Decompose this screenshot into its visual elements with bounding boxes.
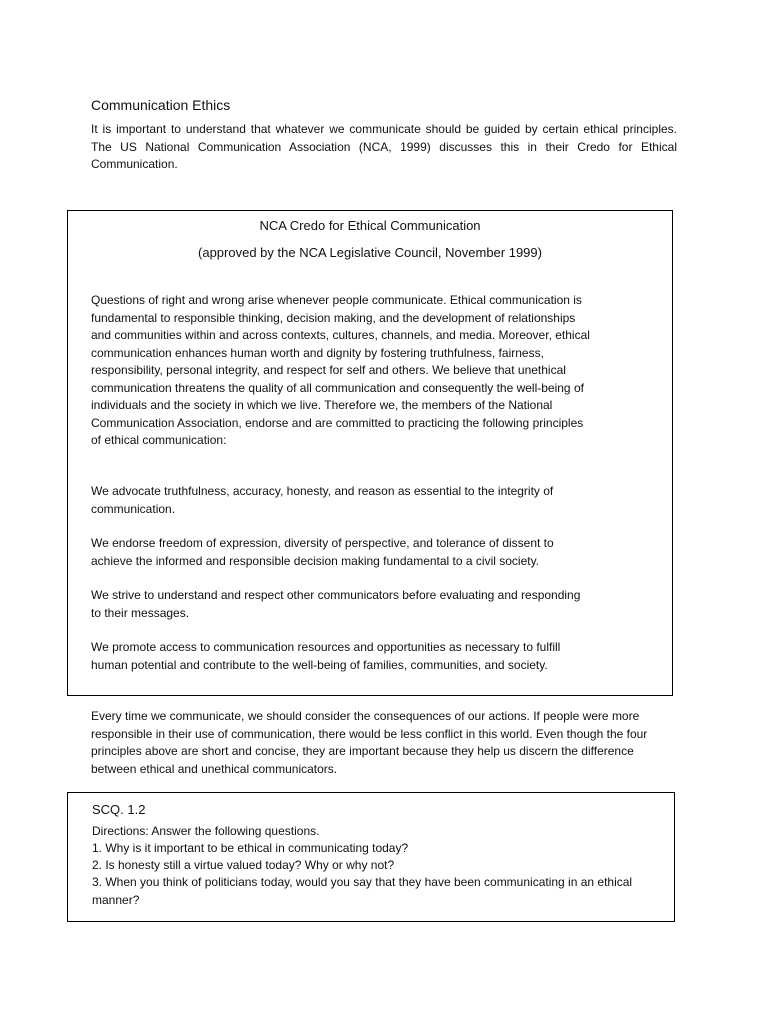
scq-question: 1. Why is it important to be ethical in communicating today? [92, 841, 409, 855]
scq-question: 3. When you think of politicians today, would you say that they have been communicating in an ethical manner? [92, 875, 633, 907]
intro-paragraph: It is important to understand that whatever we communicate should be guided by certain ethical principles. The US National Communication Association (NCA, 1999) discusses this in their Credo for Ethical Communication. [91, 122, 677, 171]
after-paragraph: Every time we communicate, we should consider the consequences of our actions. If people were more responsible in their use of communication, there would be less conflict in this world. Even though the four principles above are short and concise, they are important because they help us discern the difference between ethical and unethical communicators. [91, 709, 648, 776]
scq-title: SCQ. 1.2 [92, 802, 146, 817]
credo-paragraph: We advocate truthfulness, accuracy, honesty, and reason as essential to the integrity of communication. [91, 484, 554, 516]
credo-subtitle: (approved by the NCA Legislative Council, November 1999) [198, 245, 542, 260]
scq-directions: Directions: Answer the following questions. [92, 824, 320, 838]
credo-paragraph: Questions of right and wrong arise whenever people communicate. Ethical communication is fundamental to responsible thinking, decision making, and the development of relationships and communities within and across contexts, cultures, channels, and media. Moreover, ethical communication enhances human worth and dignity by fostering truthfulness, fairness, responsibility, personal integrity, and respect for self and others. We believe that unethical communication threatens the quality of all communication and consequently the well-being of individuals and the society in which we live. Therefore we, the members of the National Communication Association, endorse and are committed to practicing the following principles of ethical communication: [91, 293, 590, 447]
credo-box [67, 210, 673, 696]
scq-question: 2. Is honesty still a virtue valued today? Why or why not? [92, 858, 395, 872]
scq-box [67, 792, 675, 922]
credo-title: NCA Credo for Ethical Communication [259, 218, 481, 233]
section-heading: Communication Ethics [91, 97, 231, 113]
credo-paragraph: We endorse freedom of expression, diversity of perspective, and tolerance of dissent to achieve the informed and responsible decision making fundamental to a civil society. [91, 536, 554, 568]
credo-paragraph: We promote access to communication resources and opportunities as necessary to fulfill human potential and contribute to the well-being of families, communities, and society. [91, 640, 561, 672]
credo-paragraph: We strive to understand and respect other communicators before evaluating and responding to their messages. [91, 588, 581, 620]
